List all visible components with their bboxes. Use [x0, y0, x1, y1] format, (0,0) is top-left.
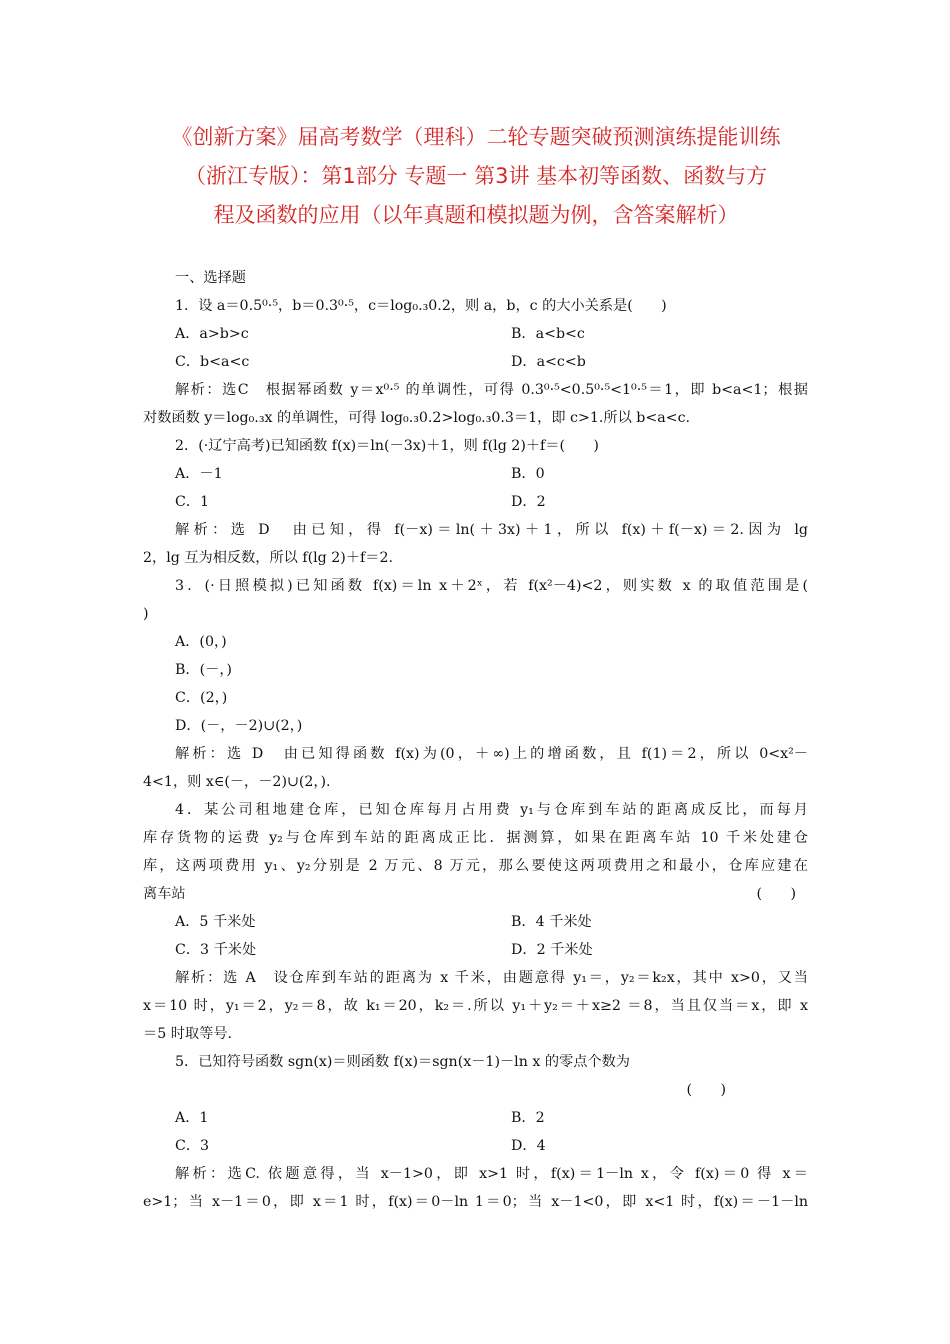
q2-option-a: A．－1	[175, 466, 223, 482]
q4-stem-line-4	[143, 880, 808, 908]
q4-option-d: D．2 千米处	[511, 942, 593, 958]
q2-solution-line-2: 2，lg 互为相反数，所以 f(lg 2)＋f＝2.	[143, 550, 393, 566]
q3-stem-line-2: )	[143, 606, 149, 622]
q5-option-d: D．4	[511, 1138, 546, 1154]
q2-option-d: D．2	[511, 494, 546, 510]
q5-answer-paren: ( )	[686, 1082, 726, 1098]
q4-options-row-1	[143, 908, 808, 936]
q2-stem: 2．(·辽宁高考)已知函数 f(x)＝ln(－3x)＋1，则 f(lg 2)＋f＝( )	[175, 438, 599, 454]
q3-option-d: D．(－，－2)∪(2，)	[175, 718, 303, 734]
section-heading: 一、选择题	[175, 270, 246, 286]
q1-stem: 1．设 a＝0.5⁰·⁵，b＝0.3⁰·⁵，c＝log₀.₃0.2，则 a，b，c 的大小关系是( )	[175, 298, 667, 314]
q4-solution-line-2: x＝10 时，y₁＝2，y₂＝8，故 k₁＝20，k₂＝.所以 y₁＋y₂＝＋x≥2 ＝8，当且仅当＝x，即 x	[143, 998, 808, 1014]
q4-options-row-2	[143, 936, 808, 964]
q4-answer-paren: ( )	[756, 886, 796, 902]
q2-solution-line-1: 解析：选 D 由已知，得 f(－x)＝ln(＋3x)＋1，所以 f(x)＋f(－x)＝2.因为 lg	[175, 522, 808, 538]
q1-option-b: B．a<b<c	[511, 326, 585, 342]
q1-solution-line-2: 对数函数 y＝log₀.₃x 的单调性，可得 log₀.₃0.2>log₀.₃0.3＝1，即 c>1.所以 b<a<c.	[143, 410, 691, 426]
q1-option-d: D．a<c<b	[511, 354, 586, 370]
q5-stem: 5．已知符号函数 sgn(x)＝则函数 f(x)＝sgn(x－1)－ln x 的零点个数为	[175, 1054, 630, 1070]
q3-stem-line-1: 3．(·日照模拟)已知函数 f(x)＝ln x＋2ˣ，若 f(x²－4)<2，则实数 x 的取值范围是(	[175, 578, 808, 594]
q3-option-a: A．(0，)	[175, 634, 227, 650]
q2-options-row-2	[143, 488, 808, 516]
document-title	[120, 118, 832, 235]
q3-solution-line-1: 解析：选 D 由已知得函数 f(x)为(0，＋∞)上的增函数，且 f(1)＝2，所以 0<x²－	[175, 746, 808, 762]
q4-stem-line-3: 库，这两项费用 y₁、y₂分别是 2 万元、8 万元，那么要使这两项费用之和最小，仓库应建在	[143, 858, 808, 874]
q5-option-a: A．1	[175, 1110, 209, 1126]
q2-option-b: B．0	[511, 466, 545, 482]
q5-options-row-1	[143, 1104, 808, 1132]
q4-stem-tail: 离车站	[143, 886, 186, 902]
q3-option-b: B．(－，)	[175, 662, 232, 678]
title-line-3: 程及函数的应用（以年真题和模拟题为例，含答案解析）	[213, 203, 739, 227]
document-body	[143, 264, 808, 1216]
q1-solution-line-1: 解析：选C 根据幂函数 y＝x⁰·⁵ 的单调性，可得 0.3⁰·⁵<0.5⁰·⁵<1⁰·⁵＝1，即 b<a<1；根据	[175, 382, 808, 398]
q5-solution-line-2: e>1；当 x－1＝0，即 x＝1 时，f(x)＝0－ln 1＝0；当 x－1<0，即 x<1 时，f(x)＝－1－ln	[143, 1194, 808, 1210]
q5-option-b: B．2	[511, 1110, 545, 1126]
q1-option-a: A．a>b>c	[175, 326, 249, 342]
q1-options-row-1	[143, 320, 808, 348]
q4-stem-line-1: 4．某公司租地建仓库，已知仓库每月占用费 y₁与仓库到车站的距离成反比，而每月	[175, 802, 808, 818]
q4-solution-line-1: 解析：选 A 设仓库到车站的距离为 x 千米，由题意得 y₁＝，y₂＝k₂x，其中 x>0，又当	[175, 970, 808, 986]
q1-options-row-2	[143, 348, 808, 376]
q4-option-a: A．5 千米处	[175, 914, 256, 930]
q2-option-c: C．1	[175, 494, 210, 510]
title-line-2: （浙江专版）：第1部分 专题一 第3讲 基本初等函数、函数与方	[184, 164, 768, 188]
q3-solution-line-2: 4<1，则 x∈(－，－2)∪(2，).	[143, 774, 331, 790]
q5-solution-line-1: 解析：选C. 依题意得，当 x－1>0，即 x>1 时，f(x)＝1－ln x，令 f(x)＝0 得 x＝	[175, 1166, 808, 1182]
q4-option-b: B．4 千米处	[511, 914, 592, 930]
q5-options-row-2	[143, 1132, 808, 1160]
q1-option-c: C．b<a<c	[175, 354, 250, 370]
q4-option-c: C．3 千米处	[175, 942, 257, 958]
title-line-1: 《创新方案》届高考数学（理科）二轮专题突破预测演练提能训练	[171, 125, 781, 149]
q3-option-c: C．(2，)	[175, 690, 228, 706]
q5-option-c: C．3	[175, 1138, 210, 1154]
q4-solution-line-3: ＝5 时取等号.	[143, 1026, 232, 1042]
q4-stem-line-2: 库存货物的运费 y₂与仓库到车站的距离成正比．据测算，如果在距离车站 10 千米处建仓	[143, 830, 808, 846]
q2-options-row-1	[143, 460, 808, 488]
